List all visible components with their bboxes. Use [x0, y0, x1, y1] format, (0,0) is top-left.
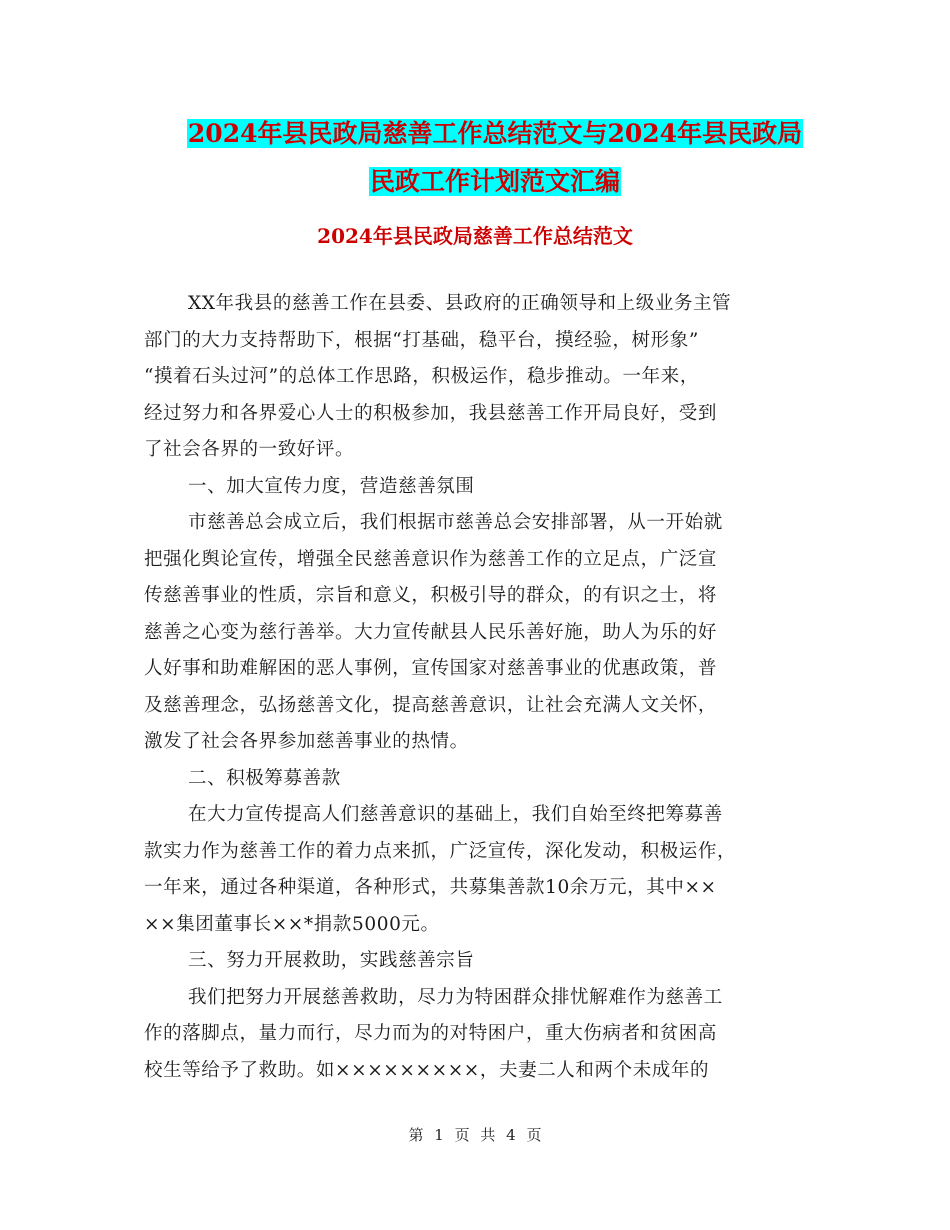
document-title [140, 110, 850, 206]
text-line: 二、积极筹募善款 [188, 767, 341, 789]
text-line: 传慈善事业的性质，宗旨和意义，积极引导的群众，的有识之士，将 [144, 585, 718, 606]
text-line: 款实力作为慈善工作的着力点来抓，广泛宣传，深化发动，积极运作， [144, 840, 737, 862]
text-line: 校生等给予了救助。如×××××××××，夫妻二人和两个未成年的 [144, 1059, 710, 1081]
text-line: 了社会各界的一致好评。 [144, 439, 355, 460]
title-line-2 [140, 158, 850, 206]
text-line: 慈善之心变为慈行善举。大力宣传献县人民乐善好施，助人为乐的好 [144, 621, 718, 643]
text-line: 人好事和助难解困的恶人事例，宣传国家对慈善事业的优惠政策，普 [144, 658, 718, 679]
title-line-2-text: 民政工作计划范文汇编 [369, 167, 620, 196]
text-line: 三、努力开展救助，实践慈善宗旨 [188, 950, 475, 971]
text-line: “摸着石头过河”的总体工作思路，积极运作，稳步推动。一年来， [144, 366, 699, 387]
title-line-1-text: 2024年县民政局慈善工作总结范文与2024年县民政局 [187, 119, 803, 148]
text-line: 市慈善总会成立后，我们根据市慈善总会安排部署，从一开始就 [188, 512, 723, 533]
text-line: 一年来，通过各种渠道，各种形式，共募集善款10余万元，其中×× [144, 877, 717, 898]
section-heading: 2024年县民政局慈善工作总结范文 [317, 224, 633, 248]
text-line: 把强化舆论宣传，增强全民慈善意识作为慈善工作的立足点，广泛宣 [144, 548, 718, 570]
body-text [144, 286, 804, 1089]
text-line: 作的落脚点，量力而行，尽力而为的对特困户，重大伤病者和贫困高 [144, 1023, 718, 1044]
text-line: 在大力宣传提高人们慈善意识的基础上，我们自始至终把筹募善 [188, 804, 723, 825]
text-line: XX年我县的慈善工作在县委、县政府的正确领导和上级业务主管 [188, 293, 732, 314]
page-footer: 第 1 页 共 4 页 [408, 1126, 542, 1144]
text-line: 一、加大宣传力度，营造慈善氛围 [188, 475, 475, 497]
text-line: 激发了社会各界参加慈善事业的热情。 [144, 731, 469, 752]
text-line: 经过努力和各界爱心人士的积极参加，我县慈善工作开局良好，受到 [144, 402, 718, 424]
text-line: 及慈善理念，弘扬慈善文化，提高慈善意识，让社会充满人文关怀， [144, 694, 718, 716]
text-line: 我们把努力开展慈善救助，尽力为特困群众排忧解难作为慈善工 [188, 986, 723, 1008]
title-line-1 [140, 110, 850, 158]
text-line: ××集团董事长××*捐款5000元。 [144, 913, 440, 935]
text-line: 部门的大力支持帮助下，根据“打基础，稳平台，摸经验，树形象” [144, 329, 699, 351]
